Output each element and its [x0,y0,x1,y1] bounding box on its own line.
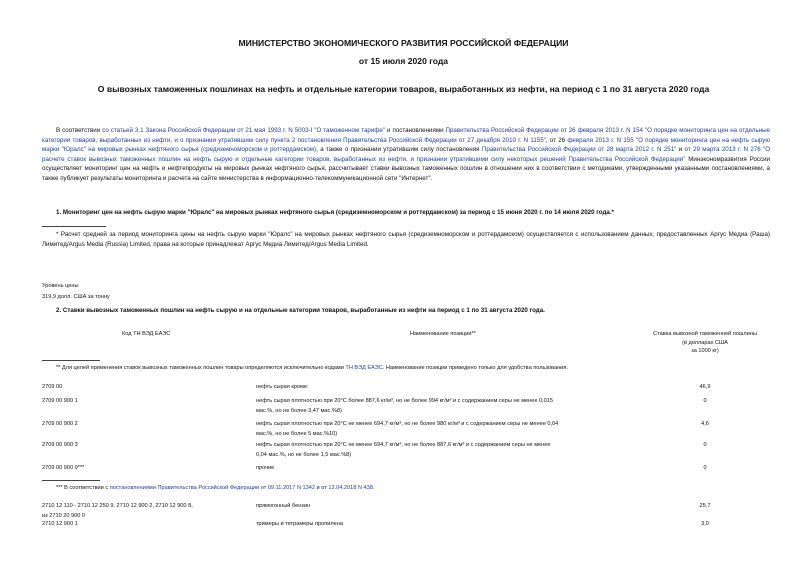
col-header-rate-line: (в долларах США [682,339,728,346]
footnote-text: *** В соответствии с [56,485,110,491]
footnote-codes [56,364,770,373]
footnote-divider [42,360,100,361]
row-code: 2709 00 900 1 [42,398,78,404]
row-name [256,397,646,416]
row-name-line: нефть сырая плотностью при 20°С не менее 694,7 кг/м³, но не более 887,6 кг/м³ и с содержанием серы не менее [256,442,551,448]
intro-text: В соответствии [56,127,101,134]
row-name-line: мас.%, но не более 3,47 мас.%8) [256,407,342,414]
row-code: 2710 12 900 1 [42,521,78,527]
row-name-line: 0,04 мас.%, но не более 1,5 мас.%8) [256,451,352,458]
row-rate: 0 [703,398,707,404]
row-name-line: нефть сырая плотностью при 20°С не менее 694,7 кг/м³, но не более 980 кг/м³ и с содержанием серы не менее 0,04 [256,421,559,427]
resolution-276-link[interactable]: от 29 марта 2013 г. N 276 "О расчете ставок вывозных таможенных пошлин на нефть сырую и отдельные категории товаров, выработанных из нефти, и признании утратившими силу некоторых решений Правительства Российской Федерации" [42,146,771,163]
footnote-divider [42,226,106,227]
intro-text: , от 26 [545,136,568,144]
row-rate: 25,7 [699,503,711,509]
row-name: прямогонный бензин [256,503,311,509]
resolution-154-link[interactable]: Правительства Российской Федерации от 26 февраля 2013 г. N 154 "О порядке мониторинга цен на отдельные категории товаров, выработанных из нефти, и о признании утратившим силу пункта 2 постановления Правительства Российской Федерации от 27 декабря 2010 г. N 1155" [42,127,770,144]
ministry-title: МИНИСТЕРСТВО ЭКОНОМИЧЕСКОГО РАЗВИТИЯ РОССИЙСКОЙ ФЕДЕРАЦИИ [238,38,569,48]
intro-text: и постановлениями [385,127,446,134]
intro-text: и [676,146,685,154]
row-code-line: из 2710 20 900 0 [42,512,86,519]
resolution-438-link[interactable]: 12.04.2018 N 438 [328,485,373,491]
intro-text: Минэкономразвития России осуществляет мониторинг цен на нефть и нефтепродукты на мировых рынках нефтяного сырья, рассчитывает ставки вывозных таможенных пошлин в отношении них в соответствии с методиками, утвержденными указанными постановлениями, а также публикует результаты мониторинга и расчета на сайте министерства в информационно-телекоммуникационной сети "Интернет". [42,155,770,182]
footnote-argus: * Расчет средней за период мониторинга цены на нефть сырую марки "Юралс" на мировых рынках нефтяного сырья (средиземноморском и роттердамском) осуществляется с использованием данных, предоставленных Аргус Медиа (Раша) Лимитед/Argus Media (Russia) Limited, права на которые принадлежат Аргус Медиа Лимитед/Argus Media Limited. [42,231,770,248]
resolution-155-link[interactable]: февраля 2013 г. N 155 "О порядке мониторинга цен на нефть сырую марки "Юралс" на мировых рынках нефтяного сырья (средиземноморском и роттердамском) [42,136,771,154]
section-2-title: 2. Ставки вывозных таможенных пошлин на нефть сырую и на отдельные категории товаров, выработанные из нефти на период с 1 по 31 августа 2020 года. [56,307,545,314]
row-name: нефть сырая кроме: [256,384,309,390]
col-header-code: Код ТН ВЭД ЕАЭС [122,331,171,337]
section-1-title: 1. Мониторинг цен на нефть сырую марки "Юралс" на мировых рынках нефтяного сырья (средиземноморском и роттердамском) за период с 15 июня 2020 г. по 14 июля 2020 года.* [56,209,614,216]
row-name [256,420,646,439]
row-code [42,502,212,521]
row-rate: 4,6 [701,421,709,427]
row-name: тримеры и тетрамеры пропилена [256,521,343,527]
col-header-rate-line: Ставка вывозной таможенной пошлины [653,331,757,337]
row-name-line: нефть сырая плотностью при 20°С более 887,6 кг/м³, но не более 994 кг/м³ и с содержанием серы не менее 0,015 [256,398,554,404]
intro-text: , а также о признании утратившим силу постановления [316,146,482,154]
row-rate: 46,9 [699,384,711,390]
row-code: 2709 00 [42,384,63,390]
row-name-line: мас.%, но не более 5 мас.%10) [256,430,338,437]
row-code: 2709 00 900 2 [42,421,78,427]
col-header-name: Наименование позиции** [410,331,476,337]
row-rate: 0 [703,442,707,448]
row-code: 2709 00 900 9*** [42,465,85,471]
price-level-value: 319,9 долл. США за тонну [42,294,110,300]
footnote-divider [42,480,100,481]
row-name [256,441,646,460]
footnote-text: . [372,485,375,491]
col-header-rate-line: за 1000 кг) [691,348,719,354]
tnved-link[interactable]: ТН ВЭД ЕАЭС [345,365,383,371]
document-date: от 15 июля 2020 года [358,56,449,66]
row-rate: 3,0 [701,521,709,527]
price-level-label: Уровень цены [42,283,79,289]
row-code-line: 2710 12 110 - 2710 12 250 9, 2710 12 900 2, 2710 12 900 8, [42,503,193,509]
footnote-text: . Наименование позиции приведено только для удобства пользования. [382,365,568,371]
document-title: О вывозных таможенных пошлинах на нефть и отдельные категории товаров, выработанных из нефти, на период с 1 по 31 августа 2020 года [97,84,710,94]
col-header-rate [640,330,770,356]
footnote-text: ** Для целей применения ставок вывозных таможенных пошлин товары определяются исключительно кодами [56,365,346,371]
resolution-251-link[interactable]: Правительства Российской Федерации от 28 марта 2012 г. N 251" [481,146,677,154]
footnote-resolutions [56,484,770,493]
resolution-1342-link[interactable]: постановлениями Правительства Российской Федерации от 09.11.2017 N 1342 [109,485,315,491]
row-rate: 0 [703,465,707,471]
intro-paragraph [42,126,770,184]
row-name: прочие [256,465,275,471]
law-5003-link[interactable]: со статьей 3.1 Закона Российской Федерации от 21 мая 1993 г. N 5003-I "О таможенном тарифе" [102,127,386,134]
row-code: 2709 00 900 3 [42,442,78,448]
footnote-text: и от [314,485,329,491]
